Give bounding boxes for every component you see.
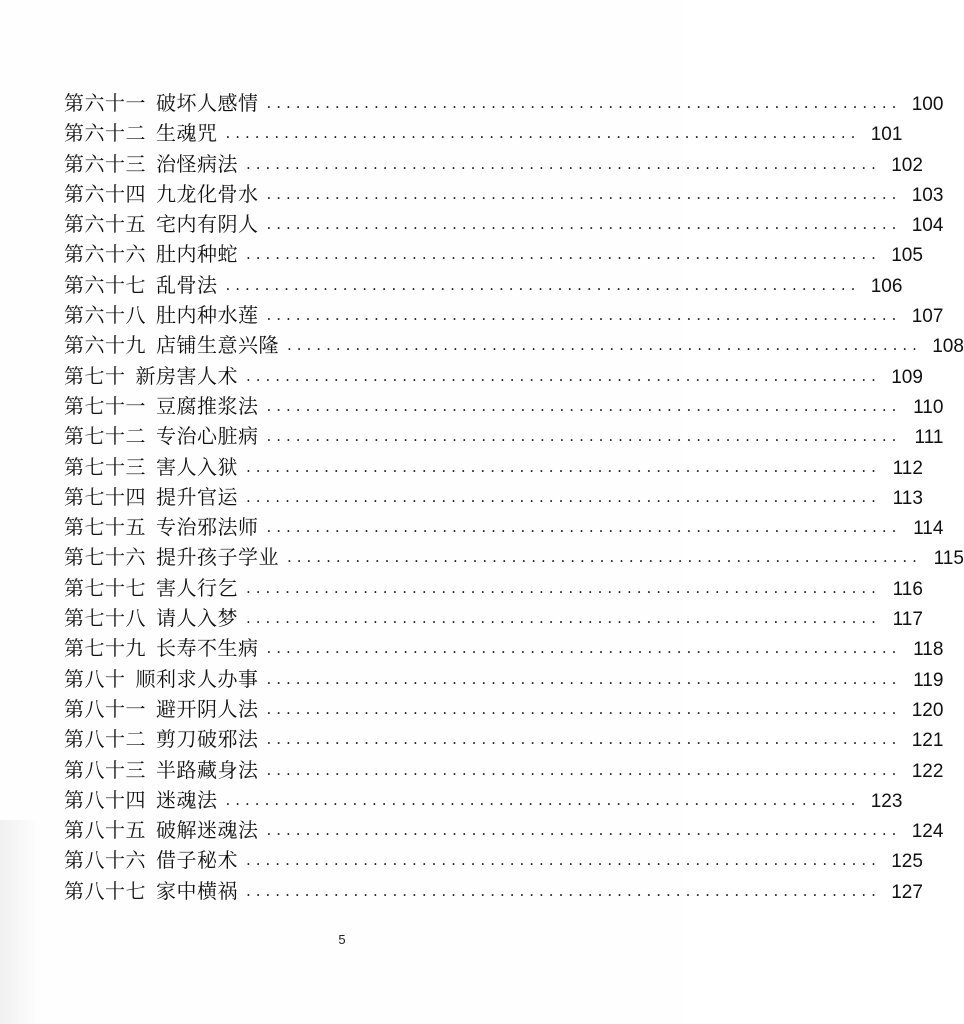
toc-entry: [64, 664, 944, 694]
toc-entry: [64, 633, 944, 663]
toc-entry-chapter: 第六十三: [64, 151, 146, 176]
toc-entry-page: 119: [913, 669, 944, 691]
toc-entry-title: 家中横祸: [156, 878, 238, 903]
toc-entry: [64, 391, 944, 421]
toc-entry-chapter: 第七十五: [64, 515, 146, 540]
toc-entry-chapter: 第七十四: [64, 484, 146, 509]
toc-entry-title: 害人行乞: [156, 575, 238, 600]
toc-entry-page: 122: [911, 760, 944, 782]
toc-entry: [64, 512, 944, 542]
toc-entry-chapter: 第七十六: [64, 545, 146, 570]
toc-entry-chapter: 第七十: [64, 363, 126, 388]
toc-entry-chapter: 第八十四: [64, 787, 146, 812]
toc-entry-title: 顺利求人办事: [135, 666, 259, 691]
toc-entry-page: 107: [911, 306, 944, 328]
toc-entry-title: 破解迷魂法: [156, 818, 259, 843]
toc-entry-page: 127: [891, 881, 923, 903]
toc-entry: [64, 88, 944, 118]
toc-entry-page: 125: [891, 851, 923, 873]
toc-entry-chapter: 第六十一: [64, 91, 146, 115]
toc-entry-chapter: 第七十二: [64, 424, 146, 449]
toc-dot-leader: .................................................................: [266, 760, 902, 779]
toc-entry: [64, 270, 903, 300]
toc-dot-leader: .................................................................: [246, 881, 881, 900]
toc-entry-title: 生魂咒: [156, 121, 218, 146]
toc-entry-page: 116: [892, 578, 923, 600]
toc-entry-chapter: 第七十七: [64, 575, 146, 600]
toc-entry-page: 109: [891, 366, 923, 388]
toc-dot-leader: .................................................................: [287, 336, 922, 355]
page-number: 5: [338, 932, 346, 947]
toc-entry: [64, 209, 944, 239]
toc-entry-chapter: 第六十六: [64, 242, 146, 267]
toc-entry-chapter: 第八十: [64, 666, 126, 691]
toc-entry-title: 宅内有阴人: [156, 212, 259, 237]
toc-entry-title: 害人入狱: [156, 454, 238, 479]
table-of-contents: [64, 88, 964, 906]
toc-entry-chapter: 第八十一: [64, 696, 146, 721]
scan-shadow: [0, 820, 40, 1024]
toc-entry-page: 105: [891, 245, 923, 267]
toc-dot-leader: .................................................................: [266, 518, 902, 537]
toc-entry-title: 请人入梦: [156, 606, 238, 631]
toc-entry-page: 118: [913, 639, 944, 661]
toc-dot-leader: .................................................................: [246, 487, 881, 506]
toc-entry: [64, 239, 923, 269]
toc-dot-leader: .................................................................: [266, 94, 902, 112]
toc-dot-leader: .................................................................: [266, 730, 902, 749]
toc-entry-page: 114: [913, 518, 944, 540]
toc-entry-title: 新房害人术: [135, 363, 238, 388]
toc-entry-chapter: 第八十七: [64, 878, 146, 903]
toc-dot-leader: .................................................................: [225, 124, 861, 143]
toc-entry-chapter: 第六十五: [64, 212, 146, 237]
toc-entry-title: 治怪病法: [156, 151, 238, 176]
toc-entry-title: 豆腐推浆法: [156, 393, 259, 418]
toc-entry-title: 肚内种蛇: [156, 242, 238, 267]
toc-dot-leader: .................................................................: [266, 184, 902, 203]
toc-dot-leader: .................................................................: [266, 821, 902, 840]
toc-dot-leader: .................................................................: [246, 851, 881, 870]
toc-dot-leader: .................................................................: [246, 609, 881, 628]
toc-entry: [64, 421, 944, 451]
toc-entry: [64, 300, 944, 330]
toc-entry-title: 专治邪法师: [156, 515, 259, 540]
toc-entry-chapter: 第八十二: [64, 727, 146, 752]
toc-entry-title: 借子秘术: [156, 848, 238, 873]
toc-entry-title: 避开阴人法: [156, 696, 259, 721]
toc-entry: [64, 452, 923, 482]
toc-entry-page: 110: [913, 396, 944, 418]
toc-entry-page: 124: [911, 821, 944, 843]
toc-entry-page: 115: [933, 548, 964, 570]
toc-entry: [64, 785, 903, 815]
toc-entry-title: 半路藏身法: [156, 757, 259, 782]
toc-dot-leader: .................................................................: [246, 457, 881, 476]
toc-entry-title: 长寿不生病: [156, 636, 259, 661]
toc-entry-chapter: 第八十三: [64, 757, 146, 782]
toc-entry-title: 九龙化骨水: [156, 181, 259, 206]
toc-entry: [64, 694, 944, 724]
toc-entry: [64, 330, 964, 360]
toc-entry-chapter: 第七十一: [64, 393, 146, 418]
toc-entry: [64, 724, 944, 754]
toc-entry: [64, 573, 923, 603]
toc-entry-page: 120: [911, 699, 944, 721]
toc-dot-leader: .................................................................: [266, 215, 902, 234]
toc-entry-chapter: 第六十七: [64, 272, 146, 297]
toc-dot-leader: .................................................................: [266, 669, 902, 688]
toc-entry-chapter: 第八十五: [64, 818, 146, 843]
toc-entry-title: 迷魂法: [156, 787, 218, 812]
toc-entry-chapter: 第六十八: [64, 303, 146, 328]
toc-entry-page: 102: [891, 154, 923, 176]
toc-entry-title: 剪刀破邪法: [156, 727, 259, 752]
toc-entry-chapter: 第六十二: [64, 121, 146, 146]
toc-entry: [64, 815, 944, 845]
toc-dot-leader: .................................................................: [246, 366, 881, 385]
toc-entry-chapter: 第六十四: [64, 181, 146, 206]
toc-entry-page: 108: [932, 336, 964, 358]
toc-dot-leader: .................................................................: [266, 639, 902, 658]
toc-entry: [64, 603, 923, 633]
toc-entry-title: 专治心脏病: [156, 424, 259, 449]
toc-entry-page: 123: [870, 790, 903, 812]
toc-entry: [64, 361, 923, 391]
toc-entry-title: 乱骨法: [156, 272, 218, 297]
toc-entry: [64, 179, 944, 209]
toc-entry-chapter: 第七十三: [64, 454, 146, 479]
toc-entry-title: 破坏人感情: [156, 91, 259, 115]
toc-entry-title: 店铺生意兴隆: [156, 333, 279, 358]
toc-entry-page: 106: [870, 275, 903, 297]
toc-entry-page: 104: [911, 215, 944, 237]
toc-entry-page: 121: [911, 730, 944, 752]
toc-entry: [64, 845, 923, 875]
toc-entry-page: 117: [892, 609, 923, 631]
toc-dot-leader: .................................................................: [287, 548, 922, 567]
toc-entry-chapter: 第六十九: [64, 333, 146, 358]
toc-entry-chapter: 第八十六: [64, 848, 146, 873]
toc-entry: [64, 118, 903, 148]
toc-dot-leader: .................................................................: [246, 578, 881, 597]
toc-entry-page: 100: [911, 94, 944, 115]
toc-entry: [64, 542, 964, 572]
toc-dot-leader: .................................................................: [225, 275, 861, 294]
toc-dot-leader: .................................................................: [266, 699, 902, 718]
toc-entry: [64, 876, 923, 906]
toc-entry-chapter: 第七十八: [64, 606, 146, 631]
toc-entry-page: 113: [892, 487, 923, 509]
toc-entry: [64, 755, 944, 785]
toc-entry-page: 111: [914, 427, 944, 449]
toc-entry: [64, 149, 923, 179]
toc-dot-leader: .................................................................: [225, 790, 861, 809]
toc-entry-title: 肚内种水莲: [156, 303, 259, 328]
toc-entry-title: 提升孩子学业: [156, 545, 279, 570]
toc-entry-page: 103: [911, 184, 944, 206]
toc-entry: [64, 482, 923, 512]
toc-dot-leader: .................................................................: [266, 396, 902, 415]
toc-entry-page: 101: [870, 124, 903, 146]
toc-entry-page: 112: [892, 457, 923, 479]
toc-entry-chapter: 第七十九: [64, 636, 146, 661]
toc-dot-leader: .................................................................: [266, 306, 902, 325]
toc-entry-title: 提升官运: [156, 484, 238, 509]
toc-dot-leader: .................................................................: [246, 245, 881, 264]
toc-dot-leader: .................................................................: [246, 154, 881, 173]
toc-dot-leader: .................................................................: [266, 427, 902, 446]
